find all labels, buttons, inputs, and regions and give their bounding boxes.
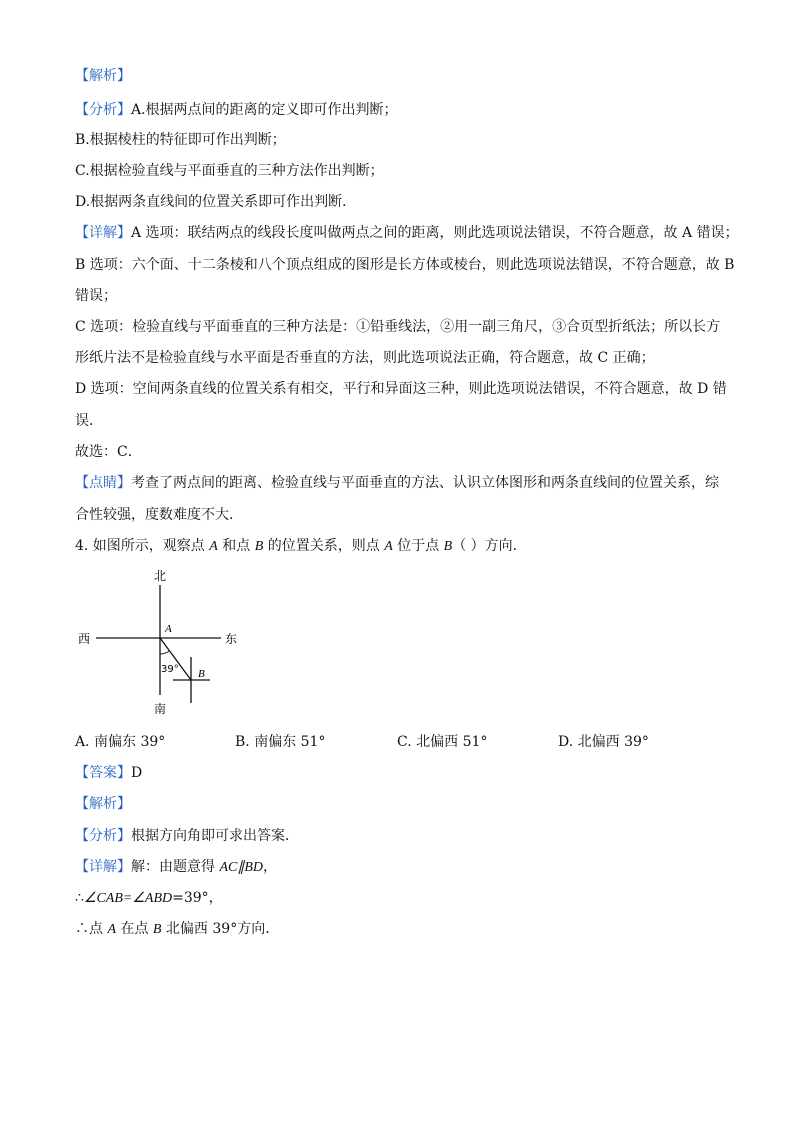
math-b: B <box>443 539 453 554</box>
analysis-line-c: C.根据检验直线与平面垂直的三种方法作出判断； <box>75 163 384 179</box>
label-east: 东 <box>225 632 238 646</box>
answer-value: D <box>131 765 143 781</box>
math-expression: ∠CAB=∠ABD <box>83 891 173 906</box>
label-north: 北 <box>154 569 167 583</box>
tag-label: 【分析】 <box>75 102 131 118</box>
detail-line-c: C 选项：检验直线与平面垂直的三种方法是：①铅垂线法，②用一副三角尺，③合页型折纸法；所以长方 <box>75 319 721 335</box>
direction-figure <box>70 565 250 720</box>
comment-line <box>75 474 719 492</box>
text: A.根据两点间的距离的定义即可作出判断； <box>131 102 398 118</box>
question-4-stem <box>75 537 527 556</box>
detail-line <box>75 858 277 877</box>
label-west: 西 <box>78 632 91 646</box>
detail-line-c-cont: 形纸片法不是检验直线与水平面是否垂直的方法，则此选项说法正确，符合题意，故 C 正确； <box>75 350 655 366</box>
label-angle: 39° <box>161 664 179 675</box>
text: 解：由题意得 <box>131 859 220 875</box>
detail-line-b: B 选项：六个面、十二条棱和八个顶点组成的图形是长方体或棱台，则此选项说法错误，不符合题意，故 B <box>75 257 735 273</box>
math-a: A <box>384 539 393 554</box>
tag-label: 【解析】 <box>75 68 131 84</box>
therefore-symbol: ∴ <box>75 890 84 906</box>
text: （ ）方向． <box>452 538 527 554</box>
detail-line-b-cont: 错误； <box>75 288 117 304</box>
analysis-line-d: D.根据两条直线间的位置关系即可作出判断． <box>75 194 357 210</box>
angle-arc <box>160 651 170 654</box>
comment-line-cont: 合性较强，度数难度不大． <box>75 507 243 523</box>
detail-line-d-cont: 误． <box>75 413 103 429</box>
math-a: A <box>107 922 117 937</box>
section-tag-jiexi <box>75 795 131 813</box>
tag-label: 【点睛】 <box>75 475 131 491</box>
tag-label: 【详解】 <box>75 225 131 241</box>
math-a: A <box>209 539 218 554</box>
detail-line-d: D 选项：空间两条直线的位置关系有相交，平行和异面这三种，则此选项说法错误，不符合题意，故 D 错 <box>75 381 727 397</box>
text: 的位置关系，则点 <box>263 538 385 554</box>
math-b: B <box>152 922 162 937</box>
section-tag-jiexi <box>75 67 131 85</box>
option-a: A. 南偏东 39° <box>75 734 166 750</box>
step-line-2 <box>75 920 279 939</box>
tag-label: 【答案】 <box>75 765 131 781</box>
tag-label: 【分析】 <box>75 828 131 844</box>
choice-line: 故选：C． <box>75 444 142 460</box>
text: 在点 <box>116 921 153 937</box>
label-point-b: B <box>198 668 205 680</box>
tag-label: 【详解】 <box>75 859 131 875</box>
text: 考查了两点间的距离、检验直线与平面垂直的方法、认识立体图形和两条直线间的位置关系，综 <box>131 475 719 491</box>
text: ， <box>263 859 278 875</box>
analysis-line-a <box>75 101 398 119</box>
step-line-1 <box>75 889 223 908</box>
analysis-line <box>75 827 299 845</box>
text: 位于点 <box>392 538 444 554</box>
label-point-a: A <box>165 623 172 635</box>
math-expression: AC∥BD <box>219 860 264 875</box>
label-south: 南 <box>154 702 167 716</box>
text: ∴点 <box>75 921 108 937</box>
text: A 选项：联结两点的线段长度叫做两点之间的距离，则此选项说法错误，不符合题意，故 A 错误； <box>131 225 739 241</box>
text: 4. 如图所示，观察点 <box>75 538 210 554</box>
option-c: C. 北偏西 51° <box>397 734 488 750</box>
option-d: D. 北偏西 39° <box>558 734 649 750</box>
math-b: B <box>254 539 264 554</box>
text: =39°， <box>172 890 223 906</box>
analysis-line-b: B.根据棱柱的特征即可作出判断； <box>75 132 286 148</box>
detail-line-a <box>75 224 739 242</box>
text: 北偏西 39°方向． <box>161 921 280 937</box>
text: 根据方向角即可求出答案． <box>131 828 299 844</box>
text: 和点 <box>217 538 255 554</box>
option-b: B. 南偏东 51° <box>235 734 326 750</box>
answer-line <box>75 764 142 782</box>
tag-label: 【解析】 <box>75 796 131 812</box>
